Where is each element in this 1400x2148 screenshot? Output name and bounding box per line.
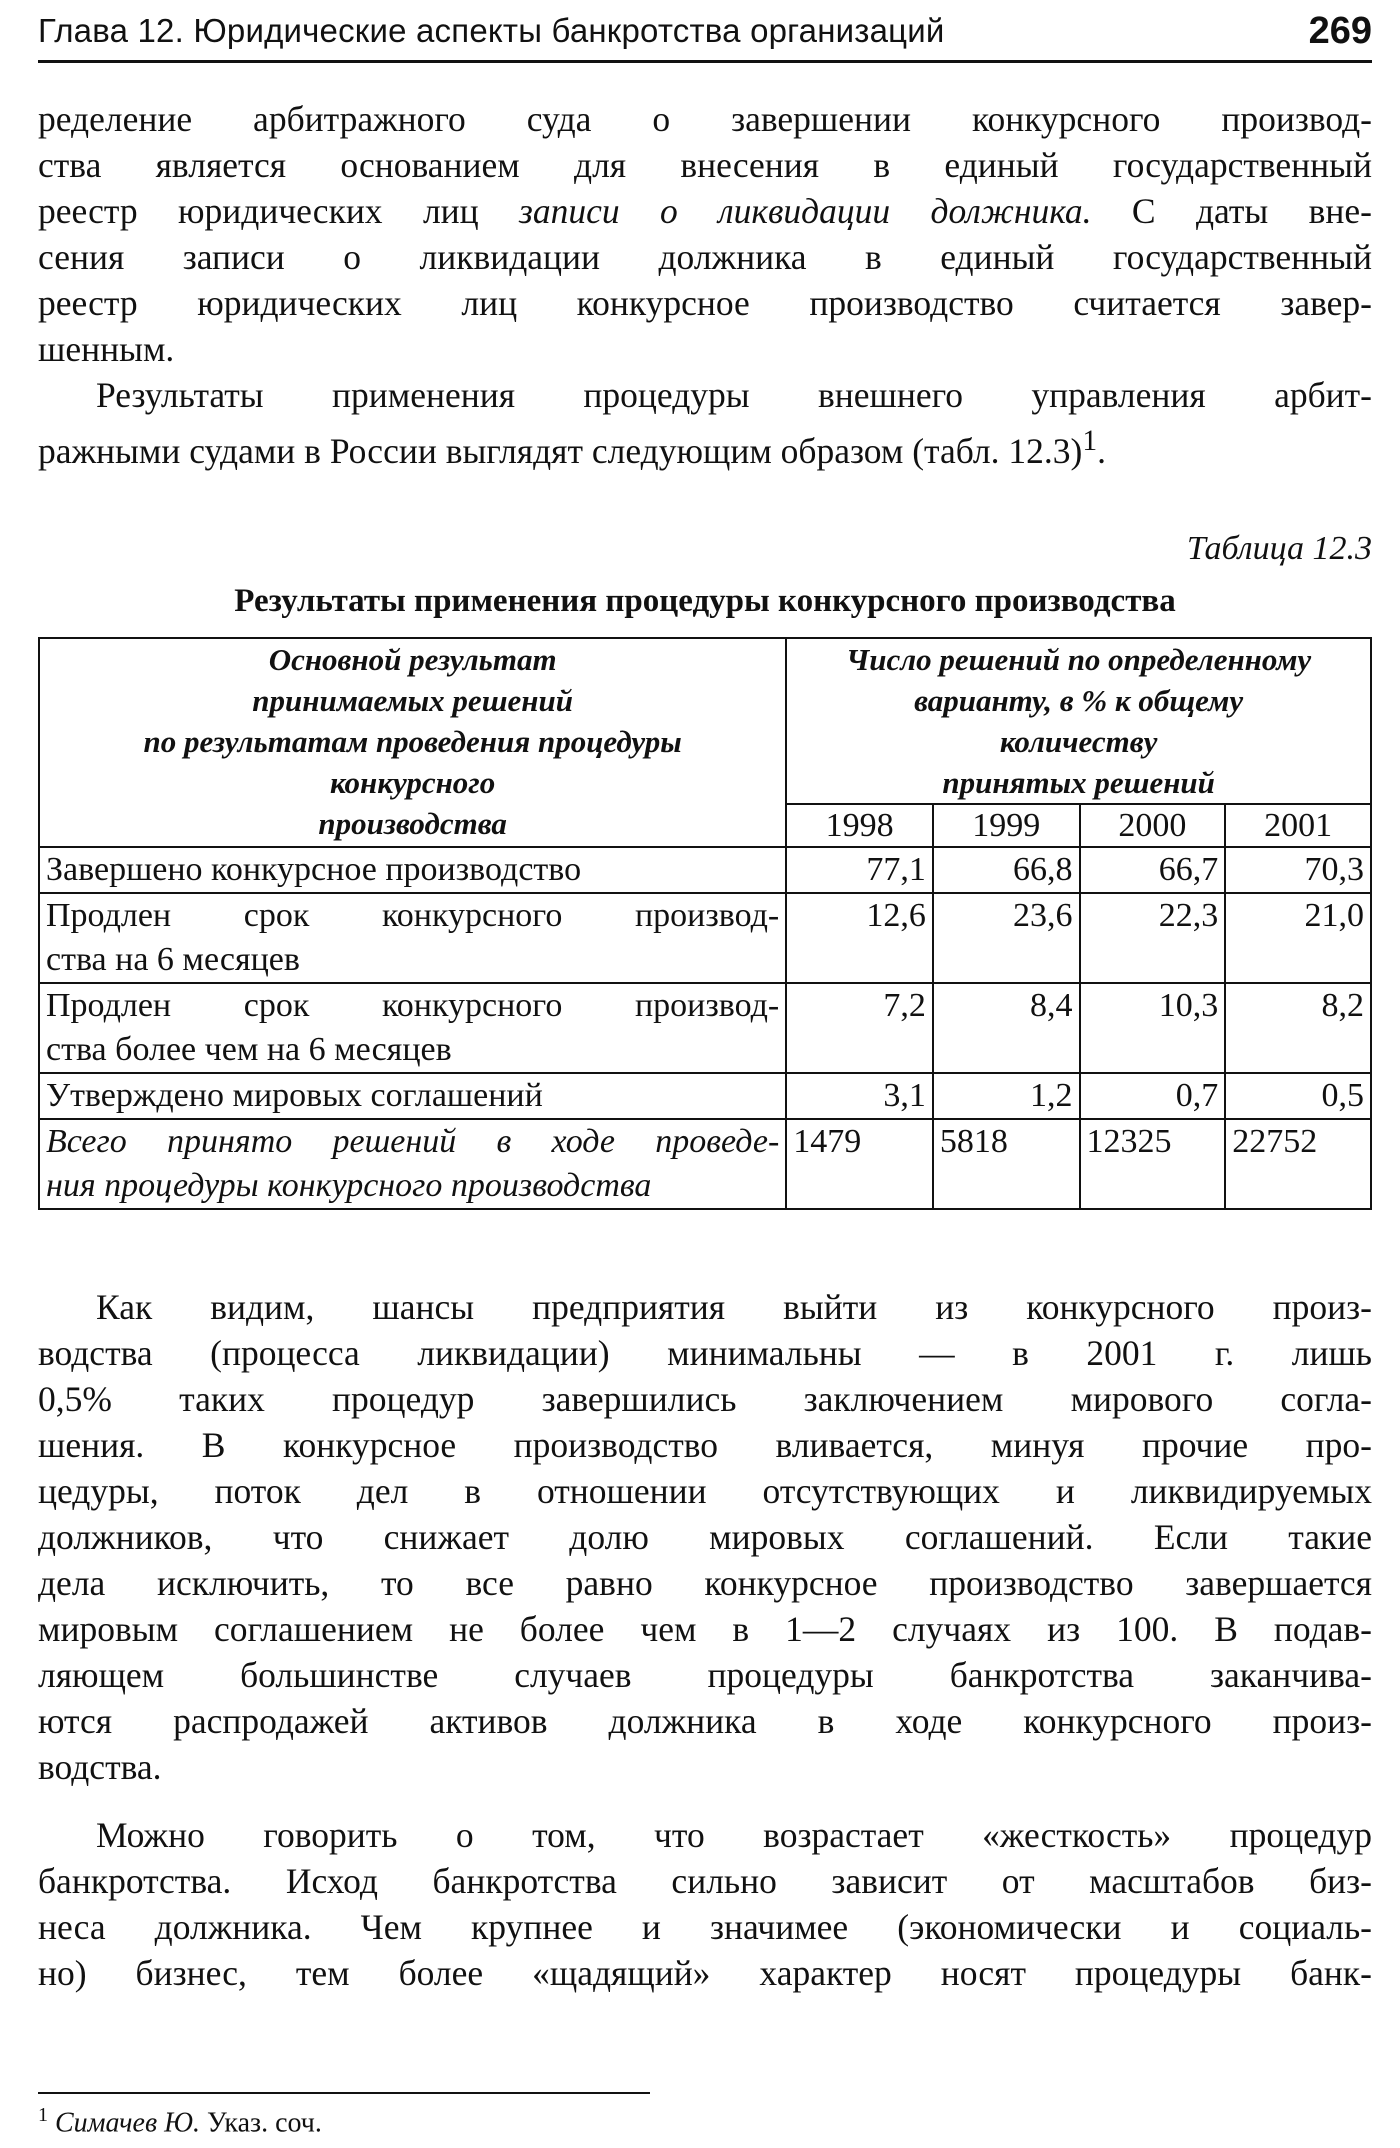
text-line: сения записи о ликвидации должника в единый государственный	[38, 237, 1372, 277]
row-label	[39, 983, 786, 1073]
header-line: производства	[318, 806, 507, 841]
row-label-line: ния процедуры конкурсного производства	[46, 1167, 652, 1204]
table-cell: 5818	[933, 1119, 1080, 1209]
table-title: Результаты применения процедуры конкурсного производства	[234, 583, 1176, 619]
table-cell: 7,2	[786, 983, 933, 1073]
table-cell: 21,0	[1225, 893, 1371, 983]
results-table	[38, 637, 1372, 1210]
table-cell: 70,3	[1225, 847, 1371, 893]
column-header-share	[786, 638, 1371, 804]
table-cell: 1479	[786, 1119, 933, 1209]
table-cell: 66,8	[933, 847, 1080, 893]
footnote-ref: 1	[1082, 425, 1098, 457]
chapter-title: Глава 12. Юридические аспекты банкротства организаций	[38, 12, 945, 49]
row-label	[39, 893, 786, 983]
text-line: 0,5% таких процедур завершились заключением мирового согла-	[38, 1379, 1372, 1419]
text-line: цедуры, поток дел в отношении отсутствующих и ликвидируемых	[38, 1471, 1372, 1511]
table-row	[39, 893, 1371, 983]
text-run: реестр юридических лиц	[38, 191, 520, 231]
text-run: ражными судами в России выглядят следующим образом (табл. 12.3)	[38, 430, 1083, 471]
total-row-label	[39, 1119, 786, 1209]
table-cell: 22752	[1225, 1119, 1371, 1209]
table-cell: 10,3	[1080, 983, 1226, 1073]
table-label: Таблица 12.3	[1186, 530, 1372, 567]
year-header: 2001	[1225, 804, 1371, 847]
row-label-line: Завершено конкурсное производство	[46, 851, 582, 888]
header-line: Число решений по определенному	[846, 642, 1312, 677]
header-line: по результатам проведения процедуры	[143, 724, 682, 759]
text-line: Можно говорить о том, что возрастает «жесткость» процедур	[96, 1815, 1372, 1855]
table-row	[39, 1073, 1371, 1119]
emphasis-text: записи о ликвидации должника.	[519, 191, 1092, 231]
text-line: банкротства. Исход банкротства сильно зависит от масштабов биз-	[38, 1861, 1372, 1901]
table-cell: 12325	[1080, 1119, 1226, 1209]
paragraph-2	[38, 372, 1372, 474]
text-line: ются распродажей активов должника в ходе конкурсного произ-	[38, 1701, 1372, 1741]
year-header: 1998	[786, 804, 933, 847]
table-total-row	[39, 1119, 1371, 1209]
text-line: но) бизнес, тем более «щадящий» характер носят процедуры банк-	[38, 1953, 1372, 1993]
row-label	[39, 1073, 786, 1119]
footnote-rule	[38, 2092, 650, 2094]
text-line: водства.	[38, 1747, 162, 1787]
year-header: 1999	[933, 804, 1080, 847]
table-cell: 12,6	[786, 893, 933, 983]
text-line: неса должника. Чем крупнее и значимее (экономически и социаль-	[38, 1907, 1372, 1947]
header-line: конкурсного	[330, 765, 496, 800]
running-header	[38, 8, 1372, 63]
text-line: Результаты применения процедуры внешнего управления арбит-	[96, 375, 1372, 415]
paragraph-1	[38, 96, 1372, 372]
text-line: ределение арбитражного суда о завершении конкурсного производ-	[38, 99, 1372, 139]
footnote	[38, 2104, 322, 2139]
table-cell: 0,5	[1225, 1073, 1371, 1119]
footnote-author: Симачев Ю.	[55, 2107, 201, 2139]
text-line: дела исключить, то все равно конкурсное производство завершается	[38, 1563, 1372, 1603]
table-cell: 23,6	[933, 893, 1080, 983]
row-label-line: Продлен срок конкурсного производ-	[46, 897, 780, 934]
text-run: .	[1097, 430, 1106, 471]
text-run: С даты вне-	[1091, 191, 1372, 231]
table-cell: 77,1	[786, 847, 933, 893]
table-cell: 1,2	[933, 1073, 1080, 1119]
table-header-row	[39, 638, 1371, 804]
table-cell: 22,3	[1080, 893, 1226, 983]
row-label	[39, 847, 786, 893]
row-label-line: Продлен срок конкурсного производ-	[46, 987, 780, 1024]
book-page	[38, 0, 1372, 2148]
header-line: варианту, в % к общему	[914, 683, 1244, 718]
table-cell: 3,1	[786, 1073, 933, 1119]
row-label-line: Всего принято решений в ходе проведе-	[46, 1123, 780, 1160]
text-line: должников, что снижает долю мировых соглашений. Если такие	[38, 1517, 1372, 1557]
text-line: шенным.	[38, 329, 175, 369]
table-cell: 8,4	[933, 983, 1080, 1073]
header-line: принимаемых решений	[252, 683, 573, 718]
table-cell: 8,2	[1225, 983, 1371, 1073]
text-line: Как видим, шансы предприятия выйти из конкурсного произ-	[96, 1287, 1372, 1327]
text-line: ства является основанием для внесения в единый государственный	[38, 145, 1372, 185]
row-label-line: Утверждено мировых соглашений	[46, 1077, 543, 1114]
table-row	[39, 847, 1371, 893]
paragraph-4	[38, 1812, 1372, 1996]
text-line	[38, 418, 1372, 474]
year-header: 2000	[1080, 804, 1226, 847]
header-line: количеству	[999, 724, 1158, 759]
text-line: реестр юридических лиц конкурсное производство считается завер-	[38, 283, 1372, 323]
table-cell: 0,7	[1080, 1073, 1226, 1119]
text-line	[38, 188, 1372, 234]
table-cell: 66,7	[1080, 847, 1226, 893]
text-line: мировым соглашением не более чем в 1—2 случаях из 100. В подав-	[38, 1609, 1372, 1649]
header-line: Основной результат	[268, 642, 557, 677]
paragraph-3	[38, 1284, 1372, 1790]
footnote-mark: 1	[38, 2104, 48, 2126]
column-header-result	[39, 638, 786, 847]
footnote-text: Указ. соч.	[200, 2107, 322, 2139]
table-row	[39, 983, 1371, 1073]
header-line: принятых решений	[942, 765, 1215, 800]
row-label-line: ства на 6 месяцев	[46, 941, 300, 978]
text-line: ляющем большинстве случаев процедуры банкротства заканчива-	[38, 1655, 1372, 1695]
page-number: 269	[1308, 10, 1372, 52]
text-line: водства (процесса ликвидации) минимальны — в 2001 г. лишь	[38, 1333, 1372, 1373]
text-line: шения. В конкурсное производство вливается, минуя прочие про-	[38, 1425, 1372, 1465]
row-label-line: ства более чем на 6 месяцев	[46, 1031, 452, 1068]
